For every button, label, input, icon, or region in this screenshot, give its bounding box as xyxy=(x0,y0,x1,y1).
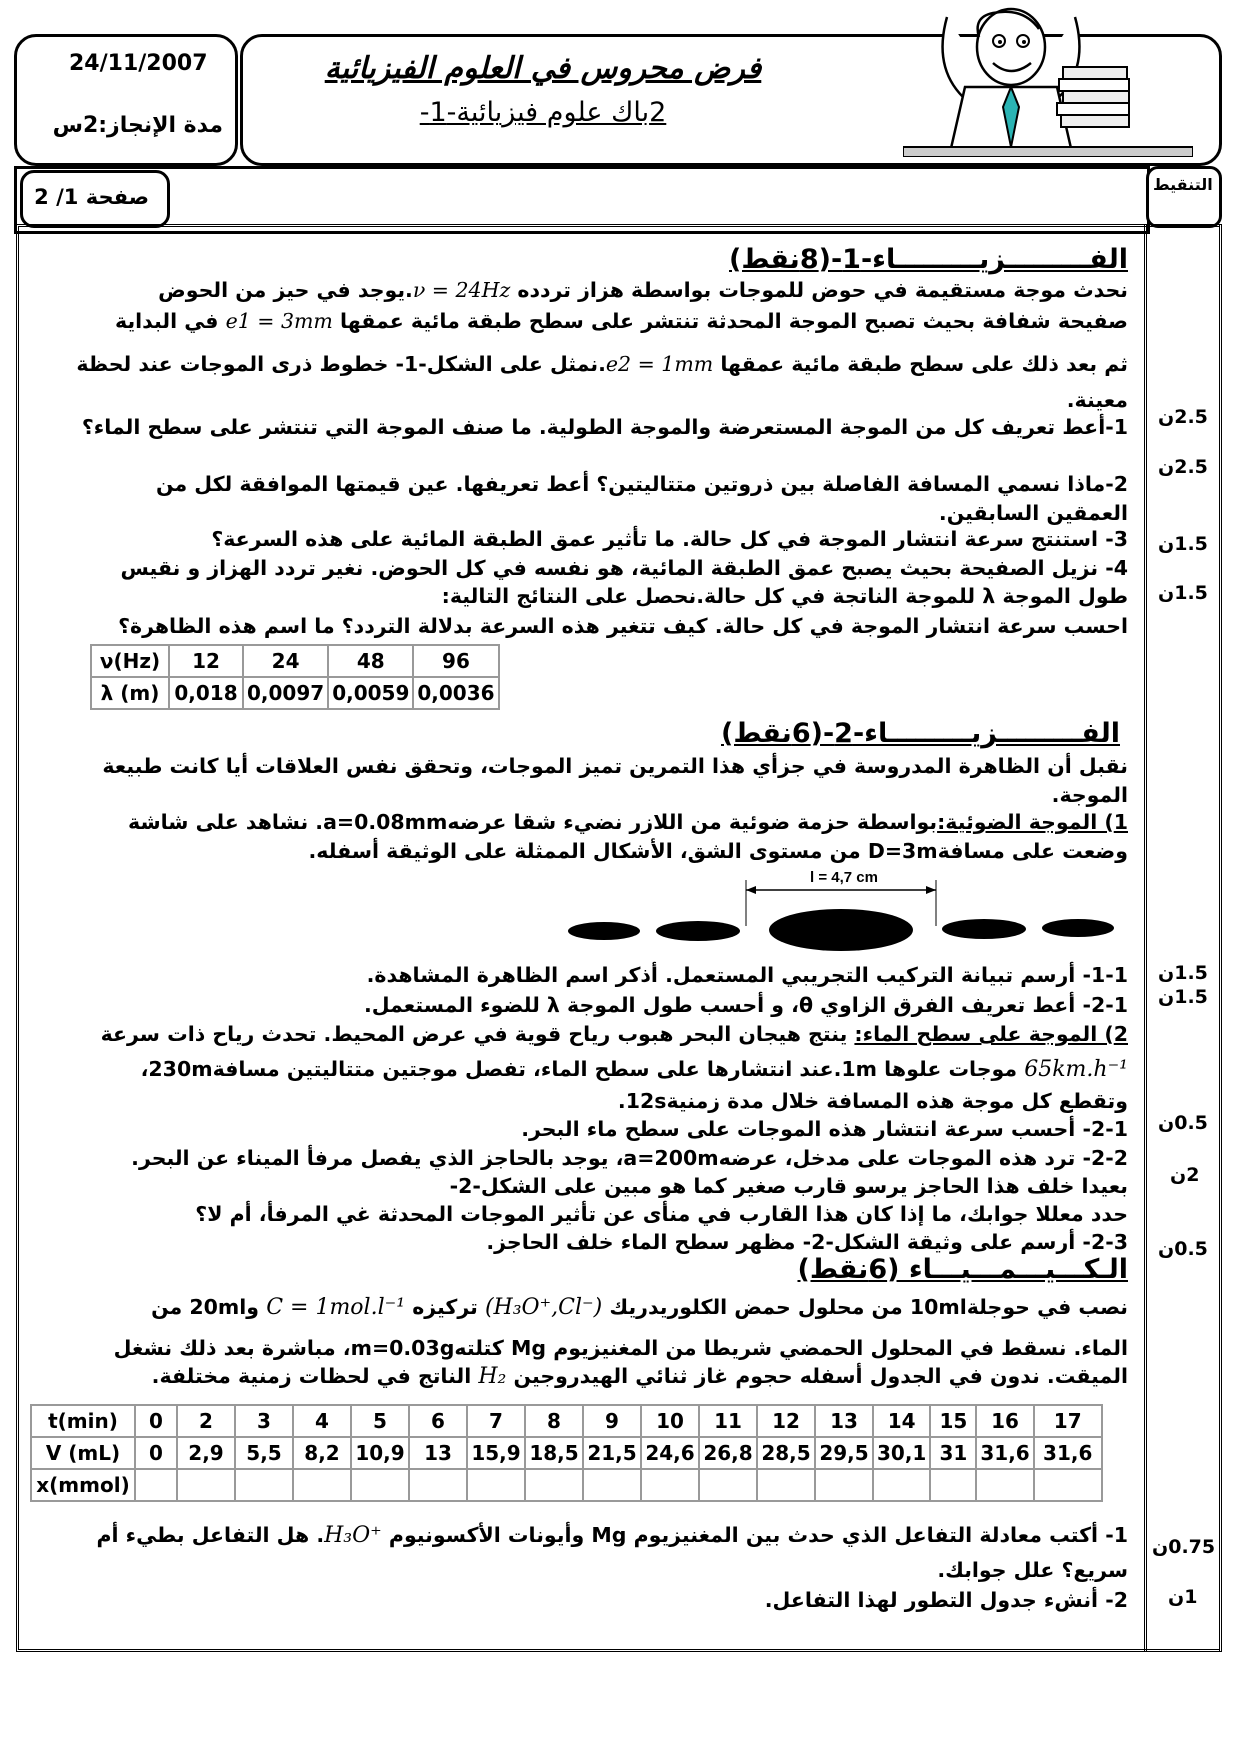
table-cell: 31,6 xyxy=(1034,1437,1102,1469)
physics2-q21: 2-1- أحسب سرعة انتشار هذه الموجات على سطح ماء البحر. xyxy=(521,1117,1128,1141)
h3o-formula: H₃O⁺ xyxy=(324,1523,382,1548)
table-cell: 5 xyxy=(351,1405,409,1437)
table-row xyxy=(31,1437,1102,1469)
table-cell: 0,0059 xyxy=(328,677,413,709)
physics1-line2 xyxy=(48,307,1128,336)
p1-depth2: e2 = 1mm xyxy=(605,352,714,376)
mark-p1-q1: 2.5ن xyxy=(1158,406,1208,428)
concentration: C = 1mol.l⁻¹ xyxy=(266,1295,406,1320)
page-number: صفحة 1/ 2 xyxy=(34,185,149,209)
table-cell: 29,5 xyxy=(815,1437,873,1469)
physics1-q1: 1-أعط تعريف كل من الموجة المستعرضة والموجة الطولية. ما صنف الموجة التي تنتشر على سطح الماء؟ xyxy=(81,415,1128,439)
h2-formula: H₂ xyxy=(478,1364,507,1389)
table-cell xyxy=(293,1469,351,1501)
exam-subtitle: 2باك علوم فيزيائية-1- xyxy=(419,97,667,128)
header-info-box xyxy=(14,34,238,166)
physics1-title: الفـــــــــزيـــــــــاء-1-(8نقط) xyxy=(729,244,1128,275)
table-cell: 5,5 xyxy=(235,1437,293,1469)
chem-text1b: تركيزه xyxy=(412,1295,478,1319)
table-cell: 10,9 xyxy=(351,1437,409,1469)
table-cell: 0,0097 xyxy=(243,677,328,709)
table-cell xyxy=(583,1469,641,1501)
chem-q1b: . هل التفاعل بطيء أم xyxy=(96,1523,325,1547)
p1-text-a: نحدث موجة مستقيمة في حوض للموجات بواسطة هزاز تردده xyxy=(517,278,1128,302)
water-text2: موجات علوها 1m.عند انتشارها على سطح الماء، تفصل موجتين متتاليتين مسافة230m، xyxy=(140,1057,1018,1081)
grading-label: التنقيط xyxy=(1153,175,1213,194)
table-header-cell: t(min) xyxy=(31,1405,135,1437)
table-cell: 16 xyxy=(976,1405,1033,1437)
table-cell: 0,018 xyxy=(169,677,243,709)
mark-p1-q3: 1.5ن xyxy=(1158,533,1208,555)
physics1-line3 xyxy=(58,346,1128,418)
table-cell: 18,5 xyxy=(525,1437,583,1469)
table-cell: 24,6 xyxy=(641,1437,699,1469)
page-number-box xyxy=(20,170,170,228)
chem-q1a: 1- أكتب معادلة التفاعل الذي حدث بين المغنيزيوم Mg وأيونات الأكسونيوم xyxy=(388,1523,1128,1547)
mark-chem-q1: 0.75ن xyxy=(1152,1536,1216,1558)
p1-text-f: .نمثل على الشكل-1- خطوط ذرى الموجات عند لحظة معينة. xyxy=(76,352,1128,412)
physics2-q22c: حدد معللا جوابك، ما إذا كان هذا القارب في منأى عن تأثير الموجات المحدثة غي المرفأ، أم لا؟ xyxy=(195,1202,1128,1226)
diffraction-figure xyxy=(560,866,1120,966)
table-cell: 26,8 xyxy=(699,1437,757,1469)
table-cell: 30,1 xyxy=(873,1437,930,1469)
table-cell xyxy=(467,1469,525,1501)
table-cell: 7 xyxy=(467,1405,525,1437)
exam-duration: مدة الإنجاز:2س xyxy=(52,113,223,138)
teacher-illustration xyxy=(903,7,1193,157)
chemistry-q1c: سريع؟ علل جوابك. xyxy=(937,1558,1128,1582)
table-cell xyxy=(1034,1469,1102,1501)
table-cell xyxy=(235,1469,293,1501)
mark-chem-q2: 1ن xyxy=(1168,1586,1198,1608)
physics2-title: الفـــــــــزيـــــــــاء-2-(6نقط) xyxy=(721,718,1120,749)
p1-depth1: e1 = 3mm xyxy=(225,309,333,333)
chemistry-line1 xyxy=(38,1290,1128,1325)
fringe xyxy=(1042,919,1114,937)
table-cell: 96 xyxy=(413,645,498,677)
mark-p2-q22: 2ن xyxy=(1170,1164,1200,1186)
table-cell xyxy=(699,1469,757,1501)
p1-text-e: ثم بعد ذلك على سطح طبقة مائية عمقها xyxy=(720,352,1128,376)
table-cell: 4 xyxy=(293,1405,351,1437)
table-header-cell: λ (m) xyxy=(91,677,169,709)
table-cell: 3 xyxy=(235,1405,293,1437)
water-text1: ينتج هيجان البحر هبوب رياح قوية في عرض المحيط. تحدث رياح ذات سرعة xyxy=(100,1022,848,1046)
physics2-q22b: بعيدا خلف هذا الحاجز يرسو قارب صغير كما هو مبين على الشكل-2- xyxy=(449,1174,1128,1198)
figure-length-label: l = 4,7 cm xyxy=(810,869,878,886)
table-cell xyxy=(525,1469,583,1501)
chem-text3a: الميقت. ندون في الجدول أسفله حجوم غاز ثنائي الهيدروجين xyxy=(513,1364,1128,1388)
fringe xyxy=(568,922,640,940)
physics1-line1 xyxy=(48,276,1128,305)
physics1-q4a: 4- نزيل الصفيحة بحيث يصبح عمق الطبقة المائية، هو نفسه في كل الحوض. نغير تردد الهزاز و نقيس xyxy=(120,556,1128,580)
table-cell xyxy=(351,1469,409,1501)
physics2-water3: وتقطع كل موجة هذه المسافة خلال مدة زمنية12s. xyxy=(617,1089,1128,1113)
physics2-q23: 2-3- أرسم على وثيقة الشكل-2- مظهر سطح الماء خلف الحاجز. xyxy=(486,1230,1128,1254)
table-cell: 11 xyxy=(699,1405,757,1437)
table-cell xyxy=(641,1469,699,1501)
table-row xyxy=(31,1469,1102,1501)
physics1-q4b: طول الموجة λ للموجة الناتجة في كل حالة.نحصل على النتائج التالية: xyxy=(441,584,1128,608)
light-text: بواسطة حزمة ضوئية من اللازر نضيء شقا عرضهa=0.08mm. نشاهد على شاشة وضعت على مسافةD=3m من مستوى الشق، الأشكال الممثلة على الوثيقة أسفله. xyxy=(128,810,1128,863)
table-cell xyxy=(409,1469,467,1501)
physics1-q3: 3- استنتج سرعة انتشار الموجة في كل حالة. ما تأثير عمق الطبقة المائية على هذه السرعة؟ xyxy=(211,527,1128,551)
chem-text1c: و20ml من xyxy=(151,1295,260,1319)
table-cell: 0 xyxy=(135,1405,177,1437)
physics1-q4c: احسب سرعة انتشار الموجة في كل حالة. كيف تتغير هذه السرعة بدلالة التردد؟ ما اسم هذه الظاهرة؟ xyxy=(118,614,1128,638)
p1-text-c: صفيحة شفافة بحيث تصبح الموجة المحدثة تنتشر على سطح طبقة مائية عمقها xyxy=(340,309,1128,333)
mark-p1-q4: 1.5ن xyxy=(1158,582,1208,604)
fringe xyxy=(656,921,740,941)
table-cell: 48 xyxy=(328,645,413,677)
physics2-water xyxy=(38,1020,1128,1049)
table-cell: 12 xyxy=(169,645,243,677)
central-fringe xyxy=(769,909,913,951)
mark-p1-q2: 2.5ن xyxy=(1158,456,1208,478)
physics1-q2: 2-ماذا نسمي المسافة الفاصلة بين ذروتين متتاليتين؟ أعط تعريفها. عين قيمتها الموافقة لكل من العمقين السابقين. xyxy=(156,472,1128,525)
table-cell xyxy=(873,1469,930,1501)
table-cell xyxy=(757,1469,815,1501)
table-cell: 24 xyxy=(243,645,328,677)
table-header-cell: V (mL) xyxy=(31,1437,135,1469)
table-header-cell: x(mmol) xyxy=(31,1469,135,1501)
table-cell: 0,0036 xyxy=(413,677,498,709)
table-cell: 6 xyxy=(409,1405,467,1437)
chem-text3b: الناتج في لحظات زمنية مختلفة. xyxy=(151,1364,472,1388)
table-cell: 9 xyxy=(583,1405,641,1437)
p1-freq: ν = 24Hz xyxy=(412,278,511,302)
mark-p2-q12: 1.5ن xyxy=(1158,986,1208,1008)
header-title-box xyxy=(240,34,1222,166)
light-heading: 1) الموجة الضوئية: xyxy=(937,810,1128,834)
physics2-water2 xyxy=(38,1055,1128,1084)
table-cell: 0 xyxy=(135,1437,177,1469)
mark-p2-q11: 1.5ن xyxy=(1158,962,1208,984)
table-cell xyxy=(976,1469,1033,1501)
table-cell: 14 xyxy=(873,1405,930,1437)
wind-speed: 65km.h⁻¹ xyxy=(1024,1057,1128,1082)
table-cell: 31,6 xyxy=(976,1437,1033,1469)
table-cell: 10 xyxy=(641,1405,699,1437)
table-cell: 17 xyxy=(1034,1405,1102,1437)
table-cell xyxy=(135,1469,177,1501)
physics2-light xyxy=(58,808,1128,866)
table-cell: 8 xyxy=(525,1405,583,1437)
physics2-intro: نقبل أن الظاهرة المدروسة في جزأي هذا التمرين تميز الموجات، وتحقق نفس العلاقات أيا كانت طبيعة الموجة. xyxy=(102,754,1128,807)
volume-table xyxy=(30,1404,1103,1502)
table-cell: 21,5 xyxy=(583,1437,641,1469)
table-cell: 12 xyxy=(757,1405,815,1437)
table-cell xyxy=(930,1469,976,1501)
chem-text1: نصب في حوجلة10ml من محلول حمض الكلوريدريك xyxy=(609,1295,1128,1319)
table-cell xyxy=(815,1469,873,1501)
grading-column xyxy=(1144,224,1222,1652)
p1-text-d: في البداية xyxy=(115,309,219,333)
table-row xyxy=(31,1405,1102,1437)
table-cell: 8,2 xyxy=(293,1437,351,1469)
frequency-table xyxy=(90,644,500,710)
physics2-q22a: 2-2- ترد هذه الموجات على مدخل، عرضهa=200m، يوجد بالحاجز الذي يفصل مرفأ الميناء عن البحر. xyxy=(131,1146,1128,1170)
table-cell: 2,9 xyxy=(177,1437,235,1469)
chemistry-title: الـكـــيـــمـــيـــاء (6نقط) xyxy=(797,1254,1128,1285)
physics2-q11: 1-1- أرسم تبيانة التركيب التجريبي المستعمل. أذكر اسم الظاهرة المشاهدة. xyxy=(366,963,1128,987)
table-cell: 15,9 xyxy=(467,1437,525,1469)
water-heading: 2) الموجة على سطح الماء: xyxy=(854,1022,1128,1046)
table-cell xyxy=(177,1469,235,1501)
table-row xyxy=(91,645,499,677)
mark-p2-q23: 0.5ن xyxy=(1158,1238,1208,1260)
fringe xyxy=(942,919,1026,939)
table-cell: 28,5 xyxy=(757,1437,815,1469)
table-cell: 15 xyxy=(930,1405,976,1437)
p1-text-b: .يوجد في حيز من الحوض xyxy=(158,278,413,302)
physics2-q12: 2-1- أعط تعريف الفرق الزاوي θ، و أحسب طول الموجة λ للضوء المستعمل. xyxy=(363,993,1128,1017)
table-cell: 13 xyxy=(409,1437,467,1469)
table-cell: 2 xyxy=(177,1405,235,1437)
table-cell: 31 xyxy=(930,1437,976,1469)
acid-formula: (H₃O⁺,Cl⁻) xyxy=(484,1295,603,1320)
exam-title: فرض محروس في العلوم الفيزيائية xyxy=(324,51,762,86)
table-cell: 13 xyxy=(815,1405,873,1437)
chemistry-line2: الماء. نسقط في المحلول الحمضي شريطا من المغنيزيوم Mg كتلتهm=0.03g، مباشرة بعد ذلك نشغل xyxy=(113,1336,1128,1360)
exam-date: 24/11/2007 xyxy=(69,51,208,76)
chemistry-line3 xyxy=(38,1362,1128,1391)
table-row xyxy=(91,677,499,709)
grading-header xyxy=(1146,166,1222,228)
table-header-cell: ν(Hz) xyxy=(91,645,169,677)
chemistry-q2: 2- أنشء جدول التطور لهذا التفاعل. xyxy=(764,1588,1128,1612)
chemistry-q1 xyxy=(38,1518,1128,1553)
mark-p2-q21: 0.5ن xyxy=(1158,1112,1208,1134)
